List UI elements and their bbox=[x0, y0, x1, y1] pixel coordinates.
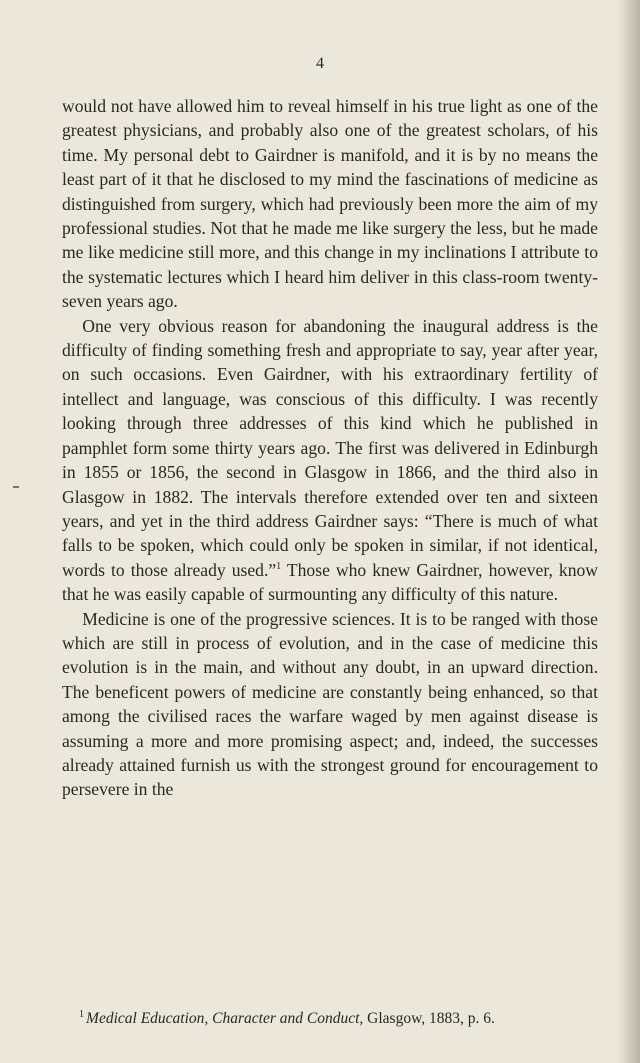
page-number: 4 bbox=[316, 55, 324, 72]
paragraph-progressive-sciences: Medicine is one of the progressive sciences. It is to be ranged with those which are still in process of evolution, and in the case of medicine this evolution is in the main, and without any doubt, in an upward direction. The beneficent powers of medicine are constantly being enhanced, so that among the civilised races the warfare waged by men against disease is assuming a more and more promising aspect; and, indeed, the successes already attained furnish us with the strongest ground for encouragement to persevere in the bbox=[62, 608, 598, 800]
paragraph-text: One very obvious reason for abandoning the inaugural address is the difficulty of finding something fresh and appropriate to say, year after year, on such occasions. Even Gairdner, with his extraordinary fertility of intellect and language, was conscious of this difficulty. I was recently looking through three addresses of this kind which he published in pamphlet form some thirty years ago. The first was delivered in Edinburgh in 1855 or 1856, the second in Glasgow in 1866, and the third also in Glasgow in 1882. The intervals therefore extended over ten and sixteen years, and yet in the third address Gairdner says: “There is much of what falls to be spoken, which could only be spoken in similar, if not identical, words to those already used.” bbox=[62, 315, 598, 580]
footnote-title: Medical Education, Character and Conduct, bbox=[86, 1010, 364, 1027]
paragraph-continued: would not have allowed him to reveal himself in his true light as one of the greatest physicians, and probably also one of the greatest scholars, of his time. My personal debt to Gairdner is manifold, and it is by no means the least part of it that he disclosed to my mind the fascinations of medicine as distinguished from surgery, which had previously been more the aim of my professional studies. Not that he made me like surgery the less, but he made me like medicine still more, and this change in my inclinations I attribute to the systematic lectures which I heard him deliver in this class-room twenty-seven years ago. bbox=[62, 96, 598, 312]
footnote-number: 1 bbox=[79, 1008, 85, 1020]
body-text bbox=[62, 94, 598, 802]
margin-mark bbox=[13, 486, 19, 488]
footnote bbox=[62, 1009, 598, 1029]
footnote-reference: 1 bbox=[276, 560, 282, 572]
paragraph-text-continued: Those who knew Gairdner, however, know that he was easily capable of surmounting any difficulty of this nature. bbox=[62, 559, 598, 605]
page-edge-shadow bbox=[618, 0, 640, 1063]
footnote-citation: Glasgow, 1883, p. 6. bbox=[363, 1010, 495, 1027]
paragraph-inaugural-address bbox=[62, 314, 598, 607]
